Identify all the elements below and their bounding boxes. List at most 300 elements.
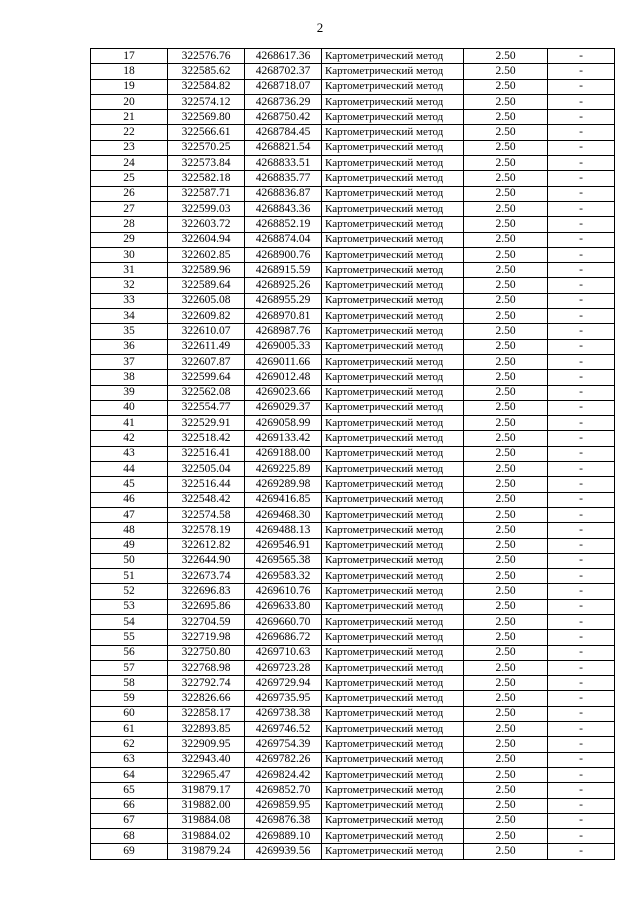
note-cell: - (548, 278, 615, 293)
point-number-cell: 35 (91, 324, 168, 339)
point-number-cell: 53 (91, 599, 168, 614)
x-coordinate-cell: 322612.82 (168, 538, 245, 553)
x-coordinate-cell: 322943.40 (168, 752, 245, 767)
method-cell: Картометрический метод (322, 829, 464, 844)
y-coordinate-cell: 4269416.85 (245, 492, 322, 507)
note-cell: - (548, 217, 615, 232)
method-cell: Картометрический метод (322, 186, 464, 201)
x-coordinate-cell: 322599.64 (168, 370, 245, 385)
table-row (91, 263, 615, 278)
y-coordinate-cell: 4269852.70 (245, 783, 322, 798)
y-coordinate-cell: 4269610.76 (245, 584, 322, 599)
note-cell: - (548, 798, 615, 813)
point-number-cell: 34 (91, 309, 168, 324)
table-row (91, 324, 615, 339)
accuracy-cell: 2.50 (464, 767, 548, 782)
y-coordinate-cell: 4269939.56 (245, 844, 322, 859)
accuracy-cell: 2.50 (464, 553, 548, 568)
table-row (91, 232, 615, 247)
method-cell: Картометрический метод (322, 309, 464, 324)
point-number-cell: 67 (91, 813, 168, 828)
x-coordinate-cell: 322516.44 (168, 477, 245, 492)
accuracy-cell: 2.50 (464, 293, 548, 308)
method-cell: Картометрический метод (322, 201, 464, 216)
method-cell: Картометрический метод (322, 477, 464, 492)
accuracy-cell: 2.50 (464, 263, 548, 278)
table-row (91, 370, 615, 385)
x-coordinate-cell: 319884.08 (168, 813, 245, 828)
accuracy-cell: 2.50 (464, 400, 548, 415)
note-cell: - (548, 263, 615, 278)
accuracy-cell: 2.50 (464, 309, 548, 324)
table-row (91, 492, 615, 507)
x-coordinate-cell: 322965.47 (168, 767, 245, 782)
x-coordinate-cell: 322562.08 (168, 385, 245, 400)
accuracy-cell: 2.50 (464, 416, 548, 431)
point-number-cell: 46 (91, 492, 168, 507)
note-cell: - (548, 446, 615, 461)
accuracy-cell: 2.50 (464, 538, 548, 553)
point-number-cell: 48 (91, 523, 168, 538)
point-number-cell: 25 (91, 171, 168, 186)
x-coordinate-cell: 322609.82 (168, 309, 245, 324)
point-number-cell: 60 (91, 706, 168, 721)
accuracy-cell: 2.50 (464, 462, 548, 477)
note-cell: - (548, 569, 615, 584)
note-cell: - (548, 125, 615, 140)
y-coordinate-cell: 4269583.32 (245, 569, 322, 584)
point-number-cell: 19 (91, 79, 168, 94)
y-coordinate-cell: 4269133.42 (245, 431, 322, 446)
x-coordinate-cell: 322554.77 (168, 400, 245, 415)
table-row (91, 446, 615, 461)
point-number-cell: 27 (91, 201, 168, 216)
note-cell: - (548, 599, 615, 614)
method-cell: Картометрический метод (322, 630, 464, 645)
x-coordinate-cell: 322574.12 (168, 94, 245, 109)
accuracy-cell: 2.50 (464, 798, 548, 813)
accuracy-cell: 2.50 (464, 507, 548, 522)
note-cell: - (548, 492, 615, 507)
method-cell: Картометрический метод (322, 217, 464, 232)
method-cell: Картометрический метод (322, 110, 464, 125)
x-coordinate-cell: 319879.24 (168, 844, 245, 859)
y-coordinate-cell: 4268900.76 (245, 247, 322, 262)
x-coordinate-cell: 322673.74 (168, 569, 245, 584)
accuracy-cell: 2.50 (464, 691, 548, 706)
note-cell: - (548, 354, 615, 369)
table-row (91, 49, 615, 64)
y-coordinate-cell: 4268836.87 (245, 186, 322, 201)
accuracy-cell: 2.50 (464, 584, 548, 599)
point-number-cell: 64 (91, 767, 168, 782)
accuracy-cell: 2.50 (464, 569, 548, 584)
note-cell: - (548, 64, 615, 79)
table-row (91, 553, 615, 568)
point-number-cell: 40 (91, 400, 168, 415)
table-row (91, 171, 615, 186)
method-cell: Картометрический метод (322, 278, 464, 293)
x-coordinate-cell: 322893.85 (168, 722, 245, 737)
x-coordinate-cell: 322589.96 (168, 263, 245, 278)
note-cell: - (548, 477, 615, 492)
point-number-cell: 38 (91, 370, 168, 385)
accuracy-cell: 2.50 (464, 64, 548, 79)
accuracy-cell: 2.50 (464, 783, 548, 798)
y-coordinate-cell: 4269488.13 (245, 523, 322, 538)
table-row (91, 94, 615, 109)
point-number-cell: 23 (91, 140, 168, 155)
y-coordinate-cell: 4269723.28 (245, 660, 322, 675)
y-coordinate-cell: 4269029.37 (245, 400, 322, 415)
point-number-cell: 18 (91, 64, 168, 79)
y-coordinate-cell: 4269633.80 (245, 599, 322, 614)
y-coordinate-cell: 4268852.19 (245, 217, 322, 232)
note-cell: - (548, 309, 615, 324)
accuracy-cell: 2.50 (464, 186, 548, 201)
note-cell: - (548, 49, 615, 64)
note-cell: - (548, 676, 615, 691)
table-row (91, 676, 615, 691)
table-row (91, 354, 615, 369)
accuracy-cell: 2.50 (464, 49, 548, 64)
y-coordinate-cell: 4269824.42 (245, 767, 322, 782)
accuracy-cell: 2.50 (464, 614, 548, 629)
note-cell: - (548, 400, 615, 415)
y-coordinate-cell: 4268750.42 (245, 110, 322, 125)
x-coordinate-cell: 322605.08 (168, 293, 245, 308)
accuracy-cell: 2.50 (464, 599, 548, 614)
note-cell: - (548, 737, 615, 752)
y-coordinate-cell: 4269289.98 (245, 477, 322, 492)
point-number-cell: 31 (91, 263, 168, 278)
y-coordinate-cell: 4269876.38 (245, 813, 322, 828)
accuracy-cell: 2.50 (464, 431, 548, 446)
accuracy-cell: 2.50 (464, 247, 548, 262)
point-number-cell: 54 (91, 614, 168, 629)
note-cell: - (548, 722, 615, 737)
accuracy-cell: 2.50 (464, 446, 548, 461)
y-coordinate-cell: 4269738.38 (245, 706, 322, 721)
note-cell: - (548, 186, 615, 201)
point-number-cell: 24 (91, 156, 168, 171)
point-number-cell: 66 (91, 798, 168, 813)
method-cell: Картометрический метод (322, 49, 464, 64)
method-cell: Картометрический метод (322, 614, 464, 629)
table-row (91, 813, 615, 828)
method-cell: Картометрический метод (322, 553, 464, 568)
table-row (91, 293, 615, 308)
note-cell: - (548, 416, 615, 431)
table-row (91, 217, 615, 232)
point-number-cell: 43 (91, 446, 168, 461)
x-coordinate-cell: 322585.62 (168, 64, 245, 79)
point-number-cell: 32 (91, 278, 168, 293)
y-coordinate-cell: 4268987.76 (245, 324, 322, 339)
y-coordinate-cell: 4268925.26 (245, 278, 322, 293)
table-row (91, 630, 615, 645)
y-coordinate-cell: 4268970.81 (245, 309, 322, 324)
x-coordinate-cell: 322518.42 (168, 431, 245, 446)
accuracy-cell: 2.50 (464, 844, 548, 859)
x-coordinate-cell: 322750.80 (168, 645, 245, 660)
point-number-cell: 44 (91, 462, 168, 477)
point-number-cell: 26 (91, 186, 168, 201)
point-number-cell: 45 (91, 477, 168, 492)
table-row (91, 691, 615, 706)
method-cell: Картометрический метод (322, 431, 464, 446)
y-coordinate-cell: 4268915.59 (245, 263, 322, 278)
accuracy-cell: 2.50 (464, 125, 548, 140)
method-cell: Картометрический метод (322, 752, 464, 767)
x-coordinate-cell: 322610.07 (168, 324, 245, 339)
x-coordinate-cell: 322569.80 (168, 110, 245, 125)
x-coordinate-cell: 322548.42 (168, 492, 245, 507)
table-row (91, 462, 615, 477)
y-coordinate-cell: 4269859.95 (245, 798, 322, 813)
x-coordinate-cell: 322587.71 (168, 186, 245, 201)
table-row (91, 416, 615, 431)
point-number-cell: 68 (91, 829, 168, 844)
method-cell: Картометрический метод (322, 767, 464, 782)
point-number-cell: 50 (91, 553, 168, 568)
note-cell: - (548, 783, 615, 798)
x-coordinate-cell: 322644.90 (168, 553, 245, 568)
point-number-cell: 20 (91, 94, 168, 109)
point-number-cell: 39 (91, 385, 168, 400)
accuracy-cell: 2.50 (464, 217, 548, 232)
table-row (91, 737, 615, 752)
accuracy-cell: 2.50 (464, 94, 548, 109)
point-number-cell: 36 (91, 339, 168, 354)
point-number-cell: 28 (91, 217, 168, 232)
y-coordinate-cell: 4268736.29 (245, 94, 322, 109)
method-cell: Картометрический метод (322, 645, 464, 660)
note-cell: - (548, 293, 615, 308)
method-cell: Картометрический метод (322, 813, 464, 828)
table-row (91, 660, 615, 675)
table-row (91, 140, 615, 155)
note-cell: - (548, 844, 615, 859)
point-number-cell: 47 (91, 507, 168, 522)
x-coordinate-cell: 322566.61 (168, 125, 245, 140)
table-row (91, 569, 615, 584)
x-coordinate-cell: 319884.02 (168, 829, 245, 844)
x-coordinate-cell: 322599.03 (168, 201, 245, 216)
method-cell: Картометрический метод (322, 339, 464, 354)
x-coordinate-cell: 322704.59 (168, 614, 245, 629)
y-coordinate-cell: 4269225.89 (245, 462, 322, 477)
accuracy-cell: 2.50 (464, 722, 548, 737)
note-cell: - (548, 431, 615, 446)
point-number-cell: 61 (91, 722, 168, 737)
method-cell: Картометрический метод (322, 370, 464, 385)
method-cell: Картометрический метод (322, 156, 464, 171)
method-cell: Картометрический метод (322, 385, 464, 400)
table-row (91, 431, 615, 446)
table-row (91, 186, 615, 201)
y-coordinate-cell: 4269735.95 (245, 691, 322, 706)
y-coordinate-cell: 4268718.07 (245, 79, 322, 94)
y-coordinate-cell: 4269565.38 (245, 553, 322, 568)
table-row (91, 278, 615, 293)
accuracy-cell: 2.50 (464, 813, 548, 828)
note-cell: - (548, 767, 615, 782)
method-cell: Картометрический метод (322, 660, 464, 675)
x-coordinate-cell: 322604.94 (168, 232, 245, 247)
x-coordinate-cell: 319879.17 (168, 783, 245, 798)
y-coordinate-cell: 4269746.52 (245, 722, 322, 737)
method-cell: Картометрический метод (322, 783, 464, 798)
y-coordinate-cell: 4269468.30 (245, 507, 322, 522)
note-cell: - (548, 523, 615, 538)
note-cell: - (548, 232, 615, 247)
point-number-cell: 69 (91, 844, 168, 859)
method-cell: Картометрический метод (322, 171, 464, 186)
table-row (91, 798, 615, 813)
note-cell: - (548, 171, 615, 186)
note-cell: - (548, 630, 615, 645)
y-coordinate-cell: 4269660.70 (245, 614, 322, 629)
table-row (91, 64, 615, 79)
method-cell: Картометрический метод (322, 706, 464, 721)
note-cell: - (548, 829, 615, 844)
method-cell: Картометрический метод (322, 446, 464, 461)
accuracy-cell: 2.50 (464, 752, 548, 767)
y-coordinate-cell: 4269729.94 (245, 676, 322, 691)
x-coordinate-cell: 322858.17 (168, 706, 245, 721)
x-coordinate-cell: 319882.00 (168, 798, 245, 813)
x-coordinate-cell: 322578.19 (168, 523, 245, 538)
method-cell: Картометрический метод (322, 64, 464, 79)
y-coordinate-cell: 4269782.26 (245, 752, 322, 767)
point-number-cell: 63 (91, 752, 168, 767)
x-coordinate-cell: 322574.58 (168, 507, 245, 522)
x-coordinate-cell: 322602.85 (168, 247, 245, 262)
method-cell: Картометрический метод (322, 538, 464, 553)
method-cell: Картометрический метод (322, 737, 464, 752)
method-cell: Картометрический метод (322, 584, 464, 599)
table-row (91, 477, 615, 492)
point-number-cell: 51 (91, 569, 168, 584)
note-cell: - (548, 553, 615, 568)
y-coordinate-cell: 4268874.04 (245, 232, 322, 247)
table-row (91, 614, 615, 629)
point-number-cell: 55 (91, 630, 168, 645)
table-row (91, 752, 615, 767)
accuracy-cell: 2.50 (464, 354, 548, 369)
accuracy-cell: 2.50 (464, 737, 548, 752)
method-cell: Картометрический метод (322, 691, 464, 706)
method-cell: Картометрический метод (322, 722, 464, 737)
accuracy-cell: 2.50 (464, 140, 548, 155)
page-number: 2 (316, 20, 324, 35)
method-cell: Картометрический метод (322, 416, 464, 431)
accuracy-cell: 2.50 (464, 339, 548, 354)
table-row (91, 783, 615, 798)
note-cell: - (548, 752, 615, 767)
method-cell: Картометрический метод (322, 507, 464, 522)
point-number-cell: 62 (91, 737, 168, 752)
x-coordinate-cell: 322696.83 (168, 584, 245, 599)
y-coordinate-cell: 4268821.54 (245, 140, 322, 155)
table-row (91, 125, 615, 140)
x-coordinate-cell: 322570.25 (168, 140, 245, 155)
y-coordinate-cell: 4269686.72 (245, 630, 322, 645)
x-coordinate-cell: 322768.98 (168, 660, 245, 675)
x-coordinate-cell: 322573.84 (168, 156, 245, 171)
note-cell: - (548, 538, 615, 553)
table-row (91, 309, 615, 324)
x-coordinate-cell: 322695.86 (168, 599, 245, 614)
note-cell: - (548, 156, 615, 171)
point-number-cell: 22 (91, 125, 168, 140)
point-number-cell: 17 (91, 49, 168, 64)
x-coordinate-cell: 322607.87 (168, 354, 245, 369)
x-coordinate-cell: 322576.76 (168, 49, 245, 64)
accuracy-cell: 2.50 (464, 630, 548, 645)
note-cell: - (548, 691, 615, 706)
x-coordinate-cell: 322529.91 (168, 416, 245, 431)
method-cell: Картометрический метод (322, 293, 464, 308)
y-coordinate-cell: 4269889.10 (245, 829, 322, 844)
y-coordinate-cell: 4268835.77 (245, 171, 322, 186)
point-number-cell: 21 (91, 110, 168, 125)
y-coordinate-cell: 4268702.37 (245, 64, 322, 79)
accuracy-cell: 2.50 (464, 523, 548, 538)
note-cell: - (548, 462, 615, 477)
method-cell: Картометрический метод (322, 599, 464, 614)
y-coordinate-cell: 4268833.51 (245, 156, 322, 171)
note-cell: - (548, 660, 615, 675)
point-number-cell: 52 (91, 584, 168, 599)
accuracy-cell: 2.50 (464, 232, 548, 247)
accuracy-cell: 2.50 (464, 156, 548, 171)
note-cell: - (548, 201, 615, 216)
table-row (91, 645, 615, 660)
point-number-cell: 37 (91, 354, 168, 369)
note-cell: - (548, 385, 615, 400)
accuracy-cell: 2.50 (464, 201, 548, 216)
note-cell: - (548, 94, 615, 109)
table-row (91, 829, 615, 844)
note-cell: - (548, 79, 615, 94)
table-row (91, 385, 615, 400)
method-cell: Картометрический метод (322, 354, 464, 369)
method-cell: Картометрический метод (322, 79, 464, 94)
note-cell: - (548, 706, 615, 721)
y-coordinate-cell: 4269011.66 (245, 354, 322, 369)
method-cell: Картометрический метод (322, 125, 464, 140)
table-row (91, 584, 615, 599)
table-row (91, 523, 615, 538)
note-cell: - (548, 813, 615, 828)
note-cell: - (548, 339, 615, 354)
y-coordinate-cell: 4268617.36 (245, 49, 322, 64)
accuracy-cell: 2.50 (464, 110, 548, 125)
table-row (91, 507, 615, 522)
accuracy-cell: 2.50 (464, 829, 548, 844)
note-cell: - (548, 584, 615, 599)
table-row (91, 339, 615, 354)
y-coordinate-cell: 4268843.36 (245, 201, 322, 216)
coordinates-table-body (91, 49, 615, 860)
table-row (91, 706, 615, 721)
method-cell: Картометрический метод (322, 140, 464, 155)
table-row (91, 156, 615, 171)
point-number-cell: 41 (91, 416, 168, 431)
method-cell: Картометрический метод (322, 263, 464, 278)
